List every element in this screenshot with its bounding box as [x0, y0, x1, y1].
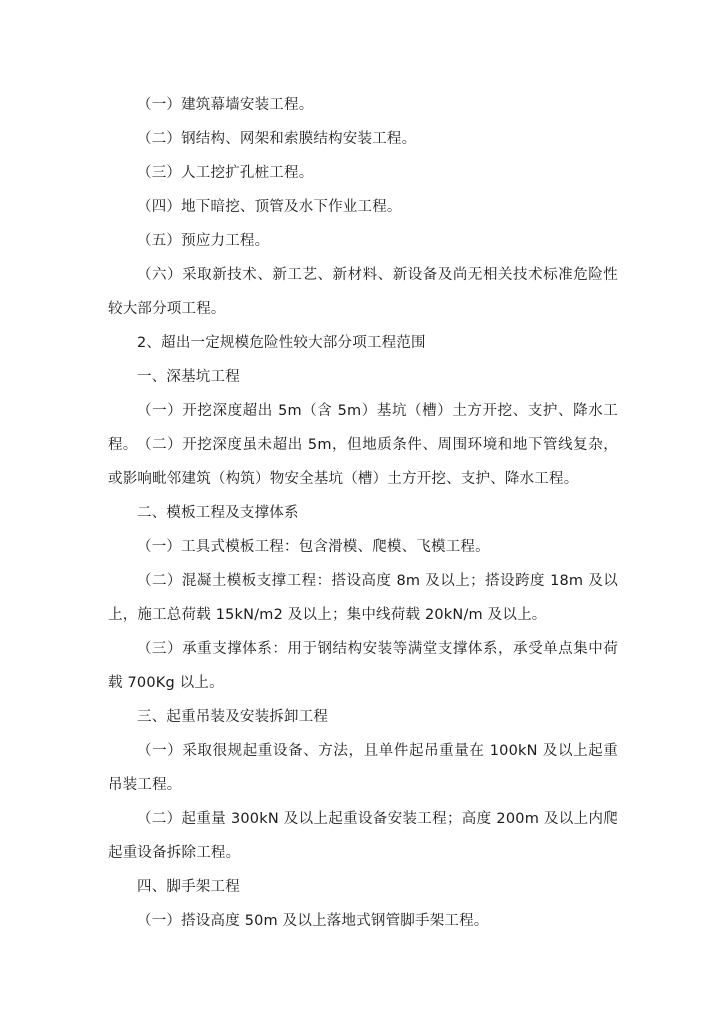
paragraph-17: （二）起重量 300kN 及以上起重设备安装工程；高度 200m 及以上内爬起重设备拆除工程。 — [108, 811, 618, 861]
paragraph-10: （二）开挖深度虽未超出 5m，但地质条件、周围环境和地下管线复杂，或影响毗邻建筑（构筑）物安全基坑（槽）土方开挖、支护、降水工程。 — [108, 437, 618, 487]
paragraph-19: （一）搭设高度 50m 及以上落地式钢管脚手架工程。 — [137, 913, 489, 929]
paragraph-13: （二）混凝土模板支撑工程：搭设高度 8m 及以上；搭设跨度 18m 及以上，施工总荷载 15kN/m2 及以上；集中线荷载 20kN/m 及以上。 — [108, 573, 618, 623]
section-heading-lifting: 三、起重吊装及安装拆卸工程 — [137, 709, 329, 725]
paragraph-12: （一）工具式模板工程：包含滑模、爬模、飞模工程。 — [137, 539, 490, 555]
paragraph-3: （三）人工挖扩孔桩工程。 — [137, 165, 314, 181]
section-heading-2: 2、超出一定规模危险性较大部分项工程范围 — [137, 335, 426, 351]
paragraph-4: （四）地下暗挖、顶管及水下作业工程。 — [137, 199, 402, 215]
paragraph-1: （一）建筑幕墙安装工程。 — [137, 97, 314, 113]
section-heading-formwork: 二、模板工程及支撑体系 — [137, 505, 299, 521]
paragraph-16: （一）采取很规起重设备、方法，且单件起吊重量在 100kN 及以上起重吊装工程。 — [108, 743, 618, 793]
paragraph-5: （五）预应力工程。 — [137, 233, 270, 249]
paragraph-14: （三）承重支撑体系：用于钢结构安装等满堂支撑体系，承受单点集中荷载 700Kg 以上。 — [108, 641, 618, 691]
section-heading-scaffold: 四、脚手架工程 — [137, 879, 240, 895]
paragraph-6: （六）采取新技术、新工艺、新材料、新设备及尚无相关技术标准危险性较大部分项工程。 — [108, 267, 618, 317]
paragraph-2: （二）钢结构、网架和索膜结构安装工程。 — [137, 131, 417, 147]
paragraph-9: （一）开挖深度超出 5m（含 5m）基坑（槽）土方开挖、支护、降水工程。 — [108, 403, 618, 453]
section-heading-deep-pit: 一、深基坑工程 — [137, 369, 240, 385]
